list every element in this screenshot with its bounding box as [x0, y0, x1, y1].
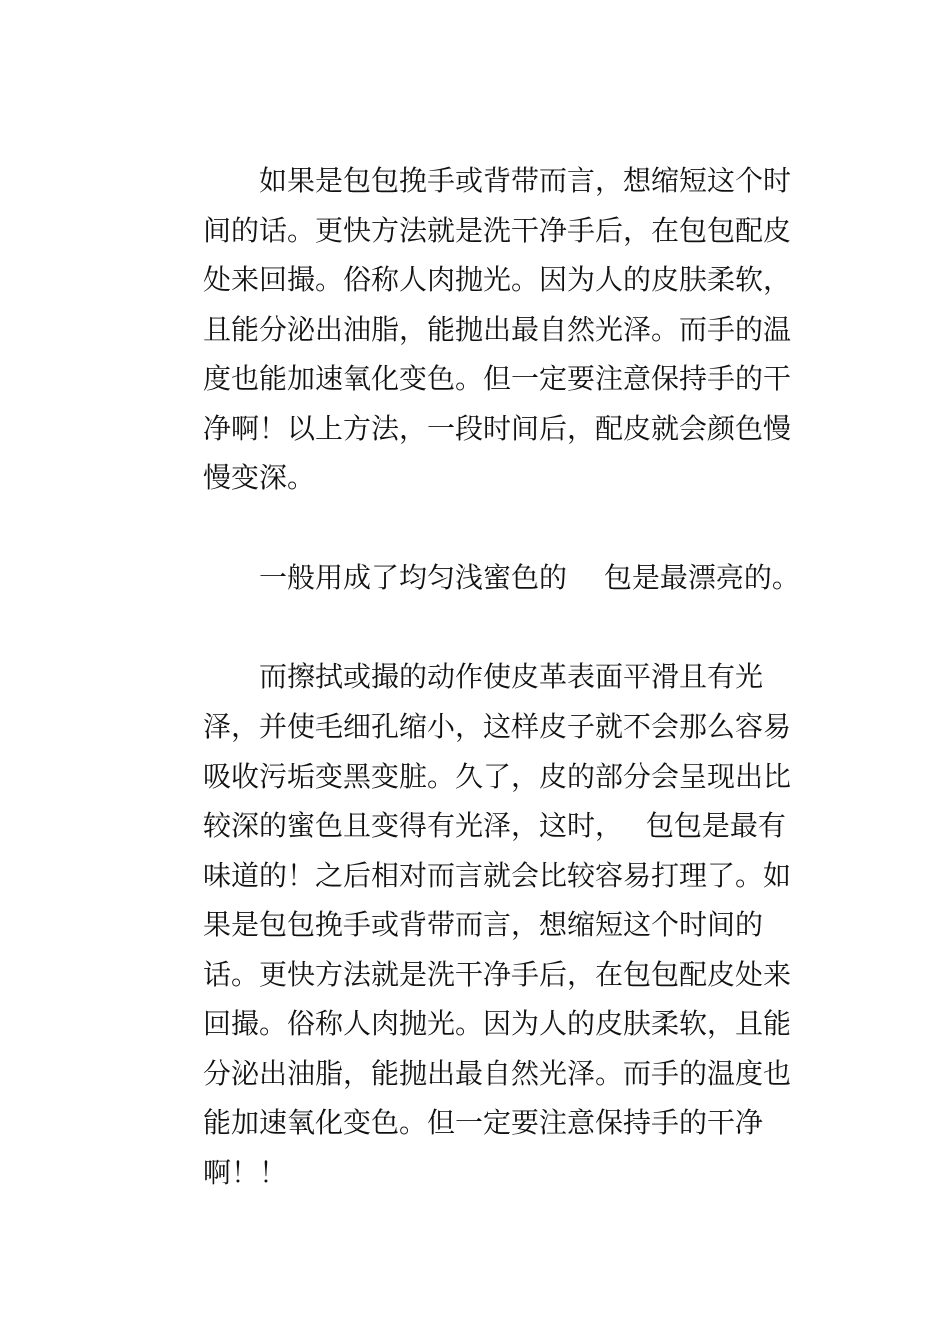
paragraph-line: 能加速氧化变色。但一定要注意保持手的干净 [203, 1106, 764, 1139]
paragraph-line: 回撮。俗称人肉抛光。因为人的皮肤柔软，且能 [203, 1007, 792, 1040]
paragraph-line: 吸收污垢变黑变脏。久了，皮的部分会呈现出比 [203, 760, 792, 793]
paragraph-line: 一般用成了均匀浅蜜色的 包是最漂亮的。 [259, 561, 800, 594]
paragraph-line: 如果是包包挽手或背带而言，想缩短这个时 [259, 164, 792, 197]
paragraph-line: 度也能加速氧化变色。但一定要注意保持手的干 [203, 362, 792, 395]
paragraph-line: 较深的蜜色且变得有光泽，这时， 包包是最有 [203, 809, 786, 842]
paragraph-line: 果是包包挽手或背带而言，想缩短这个时间的 [203, 908, 764, 941]
paragraph-line: 且能分泌出油脂，能抛出最自然光泽。而手的温 [203, 313, 792, 346]
paragraph-line: 话。更快方法就是洗干净手后，在包包配皮处来 [203, 958, 792, 991]
paragraph-line: 处来回撮。俗称人肉抛光。因为人的皮肤柔软， [203, 263, 792, 296]
paragraph-line: 泽，并使毛细孔缩小，这样皮子就不会那么容易 [203, 710, 792, 743]
paragraph-line: 净啊！以上方法，一段时间后，配皮就会颜色慢 [203, 412, 792, 445]
paragraph-line: 分泌出油脂，能抛出最自然光泽。而手的温度也 [203, 1057, 792, 1090]
paragraph-line: 慢变深。 [203, 461, 316, 494]
paragraph-line: 味道的！之后相对而言就会比较容易打理了。如 [203, 859, 792, 892]
paragraph-line: 啊！！ [203, 1156, 288, 1189]
paragraph-line: 间的话。更快方法就是洗干净手后，在包包配皮 [203, 214, 792, 247]
paragraph-line: 而擦拭或撮的动作使皮革表面平滑且有光 [259, 660, 764, 693]
